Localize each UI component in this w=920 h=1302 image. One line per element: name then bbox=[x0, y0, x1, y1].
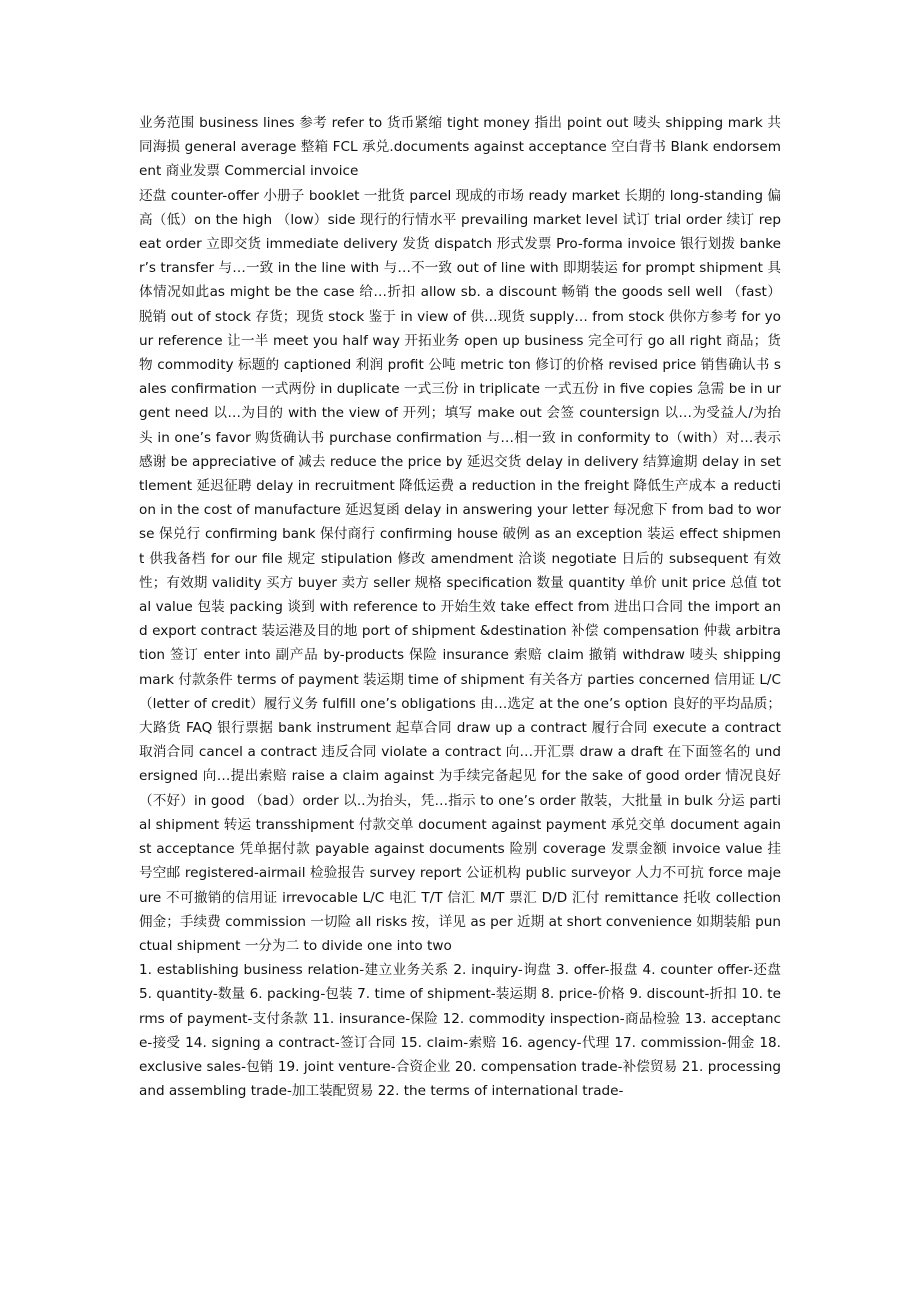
document-body bbox=[139, 111, 781, 1103]
paragraph-1: 业务范围 business lines 参考 refer to 货币紧缩 tight money 指出 point out 唛头 shipping mark 共同海损 general average 整箱 FCL 承兑.documents against acceptance 空白背书 Blank endorsement 商业发票 Commercial invoice bbox=[139, 115, 781, 180]
paragraph-3: 1. establishing business relation-建立业务关系 2. inquiry-询盘 3. offer-报盘 4. counter offer-还盘 5. quantity-数量 6. packing-包装 7. time of shipment-装运期 8. price-价格 9. discount-折扣 10. terms of payment-支付条款 11. insurance-保险 12. commodity inspection-商品检验 13. acceptance-接受 14. signing a contract-签订合同 15. claim-索赔 16. agency-代理 17. commission-佣金 18. exclusive sales-包销 19. joint venture-合资企业 20. compensation trade-补偿贸易 21. processing and assembling trade-加工装配贸易 22. the terms of international trade- bbox=[139, 962, 781, 1100]
paragraph-2: 还盘 counter-offer 小册子 booklet 一批货 parcel 现成的市场 ready market 长期的 long-standing 偏高（低）on the high （low）side 现行的行情水平 prevailing market level 试订 trial order 续订 repeat order 立即交货 immediate delivery 发货 dispatch 形式发票 Pro-forma invoice 银行划拨 banker’s transfer 与…一致 in the line with 与…不一致 out of line with 即期装运 for prompt shipment 具体情况如此as might be the case 给…折扣 allow sb. a discount 畅销 the goods sell well （fast） 脱销 out of stock 存货；现货 stock 鉴于 in view of 供…现货 supply… from stock 供你方参考 for your reference 让一半 meet you half way 开拓业务 open up business 完全可行 go all right 商品；货物 commodity 标题的 captioned 利润 profit 公吨 metric ton 修订的价格 revised price 销售确认书 sales confirmation 一式两份 in duplicate 一式三份 in triplicate 一式五份 in five copies 急需 be in urgent need 以…为目的 with the view of 开列；填写 make out 会签 countersign 以…为受益人/为抬头 in one’s favor 购货确认书 purchase confirmation 与…相一致 in conformity to（with）对…表示感谢 be appreciative of 减去 reduce the price by 延迟交货 delay in delivery 结算逾期 delay in settlement 延迟征聘 delay in recruitment 降低运费 a reduction in the freight 降低生产成本 a reduction in the cost of manufacture 延迟复函 delay in answering your letter 每况愈下 from bad to worse 保兑行 confirming bank 保付商行 confirming house 破例 as an exception 装运 effect shipment 供我备档 for our file 规定 stipulation 修改 amendment 洽谈 negotiate 日后的 subsequent 有效性；有效期 validity 买方 buyer 卖方 seller 规格 specification 数量 quantity 单价 unit price 总值 total value 包装 packing 谈到 with reference to 开始生效 take effect from 进出口合同 the import and export contract 装运港及目的地 port of shipment &destination 补偿 compensation 仲裁 arbitration 签订 enter into 副产品 by-products 保险 insurance 索赔 claim 撤销 withdraw 唛头 shipping mark 付款条件 terms of payment 装运期 time of shipment 有关各方 parties concerned 信用证 L/C（letter of credit）履行义务 fulfill one’s obligations 由…选定 at the one’s option 良好的平均品质；大路货 FAQ 银行票据 bank instrument 起草合同 draw up a contract 履行合同 execute a contract 取消合同 cancel a contract 违反合同 violate a contract 向…开汇票 draw a draft 在下面签名的 undersigned 向…提出索赔 raise a claim against 为手续完备起见 for the sake of good order 情况良好（不好）in good （bad）order 以..为抬头，凭…指示 to one’s order 散装，大批量 in bulk 分运 partial shipment 转运 transshipment 付款交单 document against payment 承兑交单 document against acceptance 凭单据付款 payable against documents 险别 coverage 发票金额 invoice value 挂号空邮 registered-airmail 检验报告 survey report 公证机构 public surveyor 人力不可抗 force majeure 不可撤销的信用证 irrevocable L/C 电汇 T/T 信汇 M/T 票汇 D/D 汇付 remittance 托收 collection 佣金；手续费 commission 一切险 all risks 按，详见 as per 近期 at short convenience 如期装船 punctual shipment 一分为二 to divide one into two bbox=[139, 187, 781, 954]
